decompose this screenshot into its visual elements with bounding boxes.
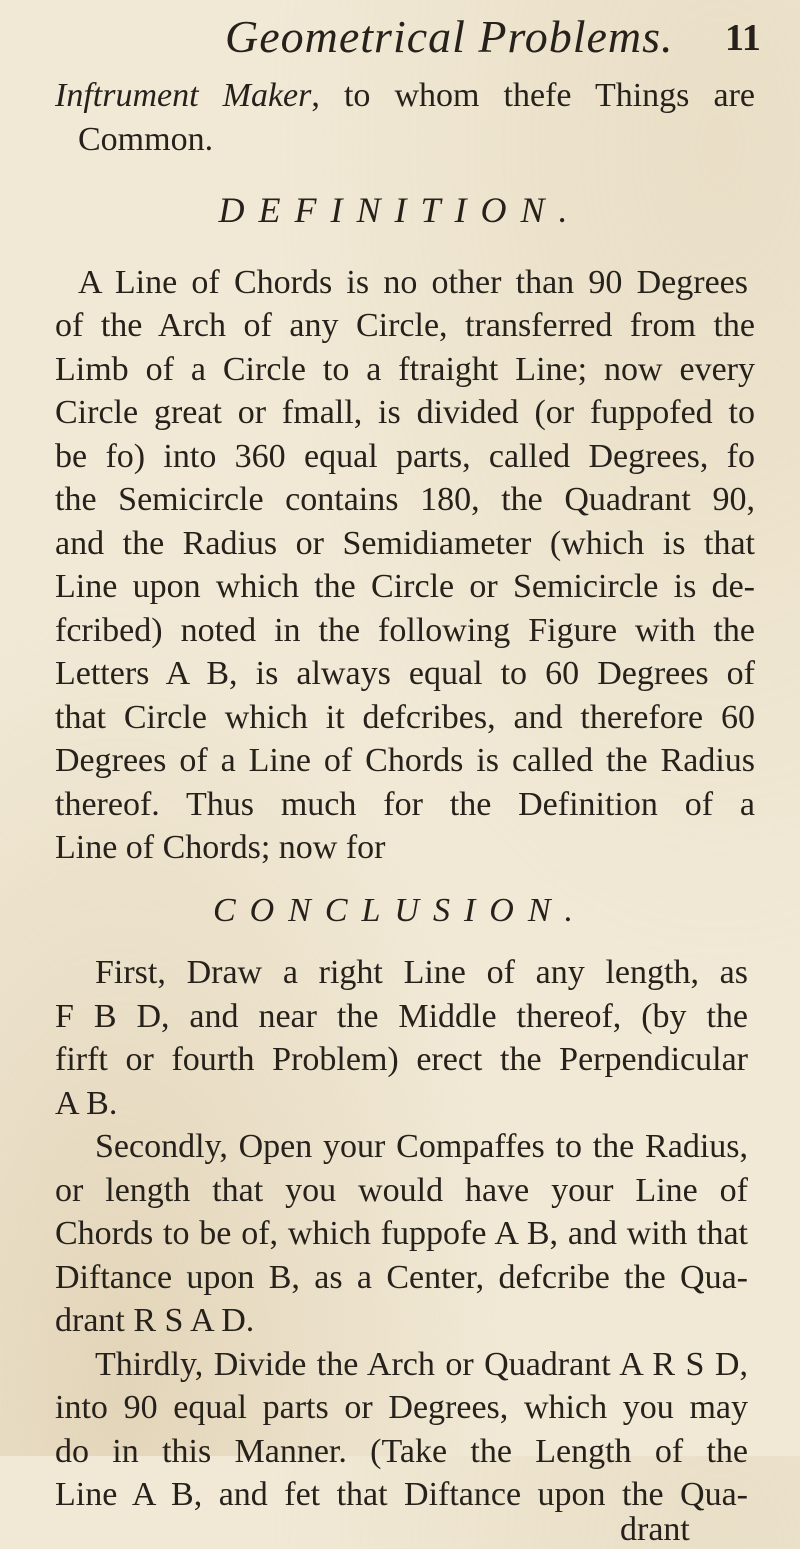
intro-line-1 — [55, 74, 755, 118]
conclusion-line: into 90 equal parts or Degrees, which you may — [55, 1389, 748, 1426]
conclusion-line: A B. — [55, 1084, 118, 1122]
intro-line-2: Common. — [78, 120, 214, 158]
definition-line: and the Radius or Semidiameter (which is that — [55, 524, 755, 562]
intro-italic-maker: Maker — [198, 77, 312, 114]
definition-line: Line of Chords; now for — [55, 829, 386, 866]
page-header — [0, 2, 800, 62]
conclusion-line: do in this Manner. (Take the Length of the — [55, 1432, 748, 1470]
definition-line: that Circle which it defcribes, and therefore 60 — [55, 698, 755, 736]
running-title: Geometrical Problems. — [225, 11, 674, 62]
conclusion-line: Chords to be of, which fuppofe A B, and with that — [55, 1215, 748, 1252]
catchword: drant — [620, 1510, 690, 1548]
conclusion-line: drant R S A D. — [55, 1302, 255, 1339]
definition-line: be fo) into 360 equal parts, called Degrees, fo — [55, 437, 755, 475]
intro-line-1-rest: , to whom thefe Things are — [311, 77, 755, 114]
definition-line: the Semicircle contains 180, the Quadrant 90, — [55, 481, 755, 518]
definition-line: Letters A B, is always equal to 60 Degrees of — [55, 655, 755, 692]
conclusion-line: Diftance upon B, as a Center, defcribe the Qua- — [55, 1258, 748, 1296]
definition-line: fcribed) noted in the following Figure with the — [55, 611, 755, 649]
conclusion-line: Thirdly, Divide the Arch or Quadrant A R S D, — [95, 1345, 748, 1383]
definition-heading: DEFINITION. — [218, 190, 582, 230]
definition-line: thereof. Thus much for the Definition of a — [55, 785, 755, 823]
definition-line: of the Arch of any Circle, transferred from the — [55, 307, 755, 344]
definition-line: A Line of Chords is no other than 90 Degrees — [78, 263, 748, 301]
conclusion-heading: CONCLUSION. — [212, 891, 588, 929]
conclusion-line: Secondly, Open your Compaffes to the Radius, — [95, 1128, 748, 1165]
conclusion-line: First, Draw a right Line of any length, as — [95, 954, 748, 991]
conclusion-line: or length that you would have your Line of — [55, 1171, 748, 1209]
definition-line: Circle great or fmall, is divided (or fuppofed to — [55, 394, 755, 431]
definition-line: Line upon which the Circle or Semicircle is de- — [55, 568, 755, 605]
definition-line: Degrees of a Line of Chords is called the Radius — [55, 742, 755, 779]
conclusion-line: F B D, and near the Middle thereof, (by the — [55, 997, 748, 1035]
conclusion-line: Line A B, and fet that Diftance upon the Qua- — [55, 1476, 748, 1513]
definition-line: Limb of a Circle to a ftraight Line; now every — [55, 350, 755, 388]
conclusion-line: firft or fourth Problem) erect the Perpendicular — [55, 1041, 748, 1078]
intro-italic-instrument: Inftrument — [55, 77, 199, 114]
page-number: 11 — [725, 17, 761, 59]
